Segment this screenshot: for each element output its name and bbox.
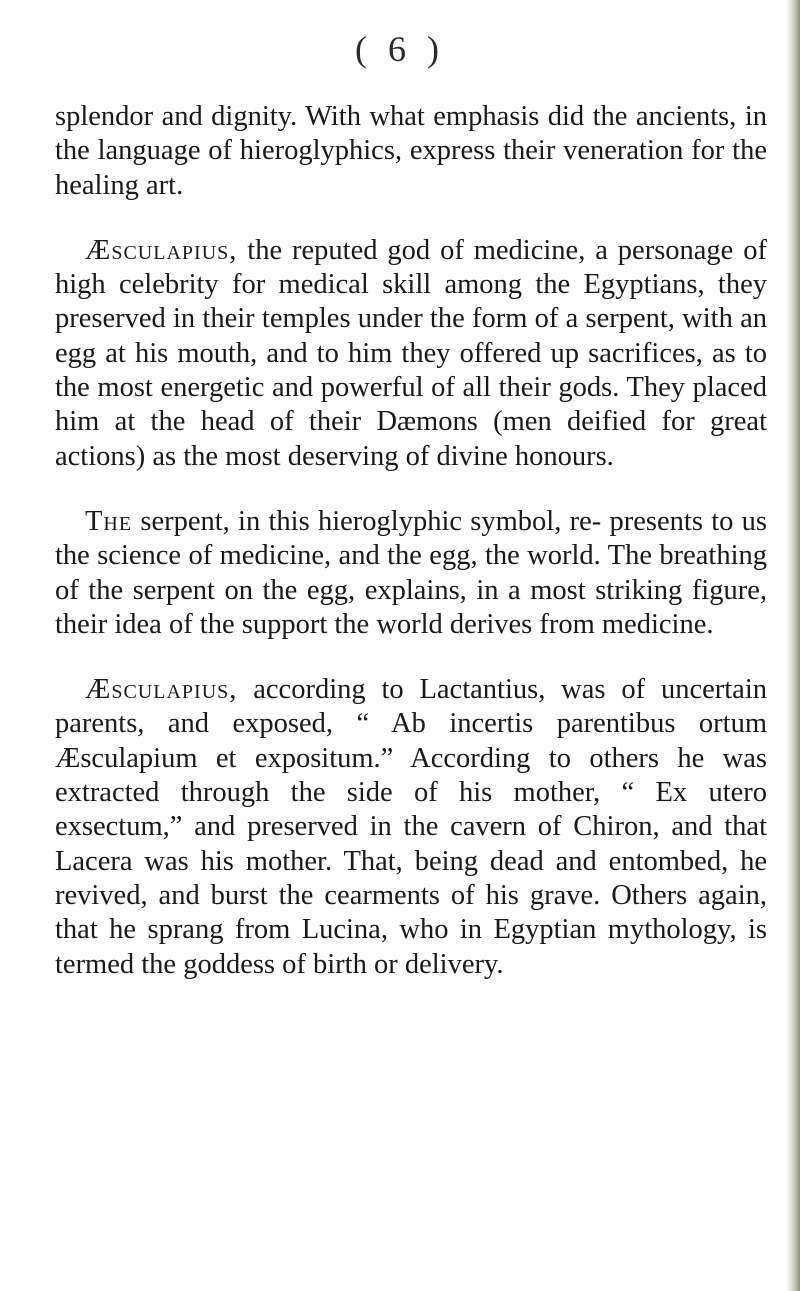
page-edge-shadow (786, 0, 800, 1291)
paragraph-text: serpent, in this hieroglyphic symbol, re- presents to us the science of medicine, and the egg, the world. The breathing of the serpent on the egg, explains, in a most striking figure, their idea of the support the world derives from medicine. (55, 505, 767, 640)
paragraph-3 (55, 505, 767, 642)
body-text (55, 100, 767, 982)
paragraph-text: the reputed god of medicine, a personage of high celebrity for medical skill among the Egyptians, they preserved in their temples under the form of a serpent, with an egg at his mouth, and to him they offered up sacrifices, as to the most energetic and powerful of all their gods. They placed him at the head of their Dæmons (men deified for great actions) as the most deserving of divine honours. (55, 234, 767, 472)
paragraph-1 (55, 100, 767, 203)
paragraph-text: according to Lactantius, was of uncertain parents, and exposed, “ Ab incertis parentibus ortum Æsculapium et expositum.” According to others he was extracted through the side of his mother, “ Ex utero exsectum,” and preserved in the cavern of Chiron, and that Lacera was his mother. That, being dead and entombed, he revived, and burst the cearments of his grave. Others again, that he sprang from Lucina, who in Egyptian mythology, is termed the goddess of birth or delivery. (55, 674, 767, 980)
paragraph-4 (55, 673, 767, 982)
paragraph-lead: The (85, 505, 133, 537)
paragraph-text: splendor and dignity. With what emphasis did the ancients, in the language of hieroglyphics, express their veneration for the healing art. (55, 101, 767, 201)
paragraph-2 (55, 234, 767, 474)
paragraph-lead: Æsculapius, (85, 234, 238, 266)
paragraph-lead: Æsculapius, (85, 674, 238, 706)
page-number: ( 6 ) (355, 29, 445, 69)
